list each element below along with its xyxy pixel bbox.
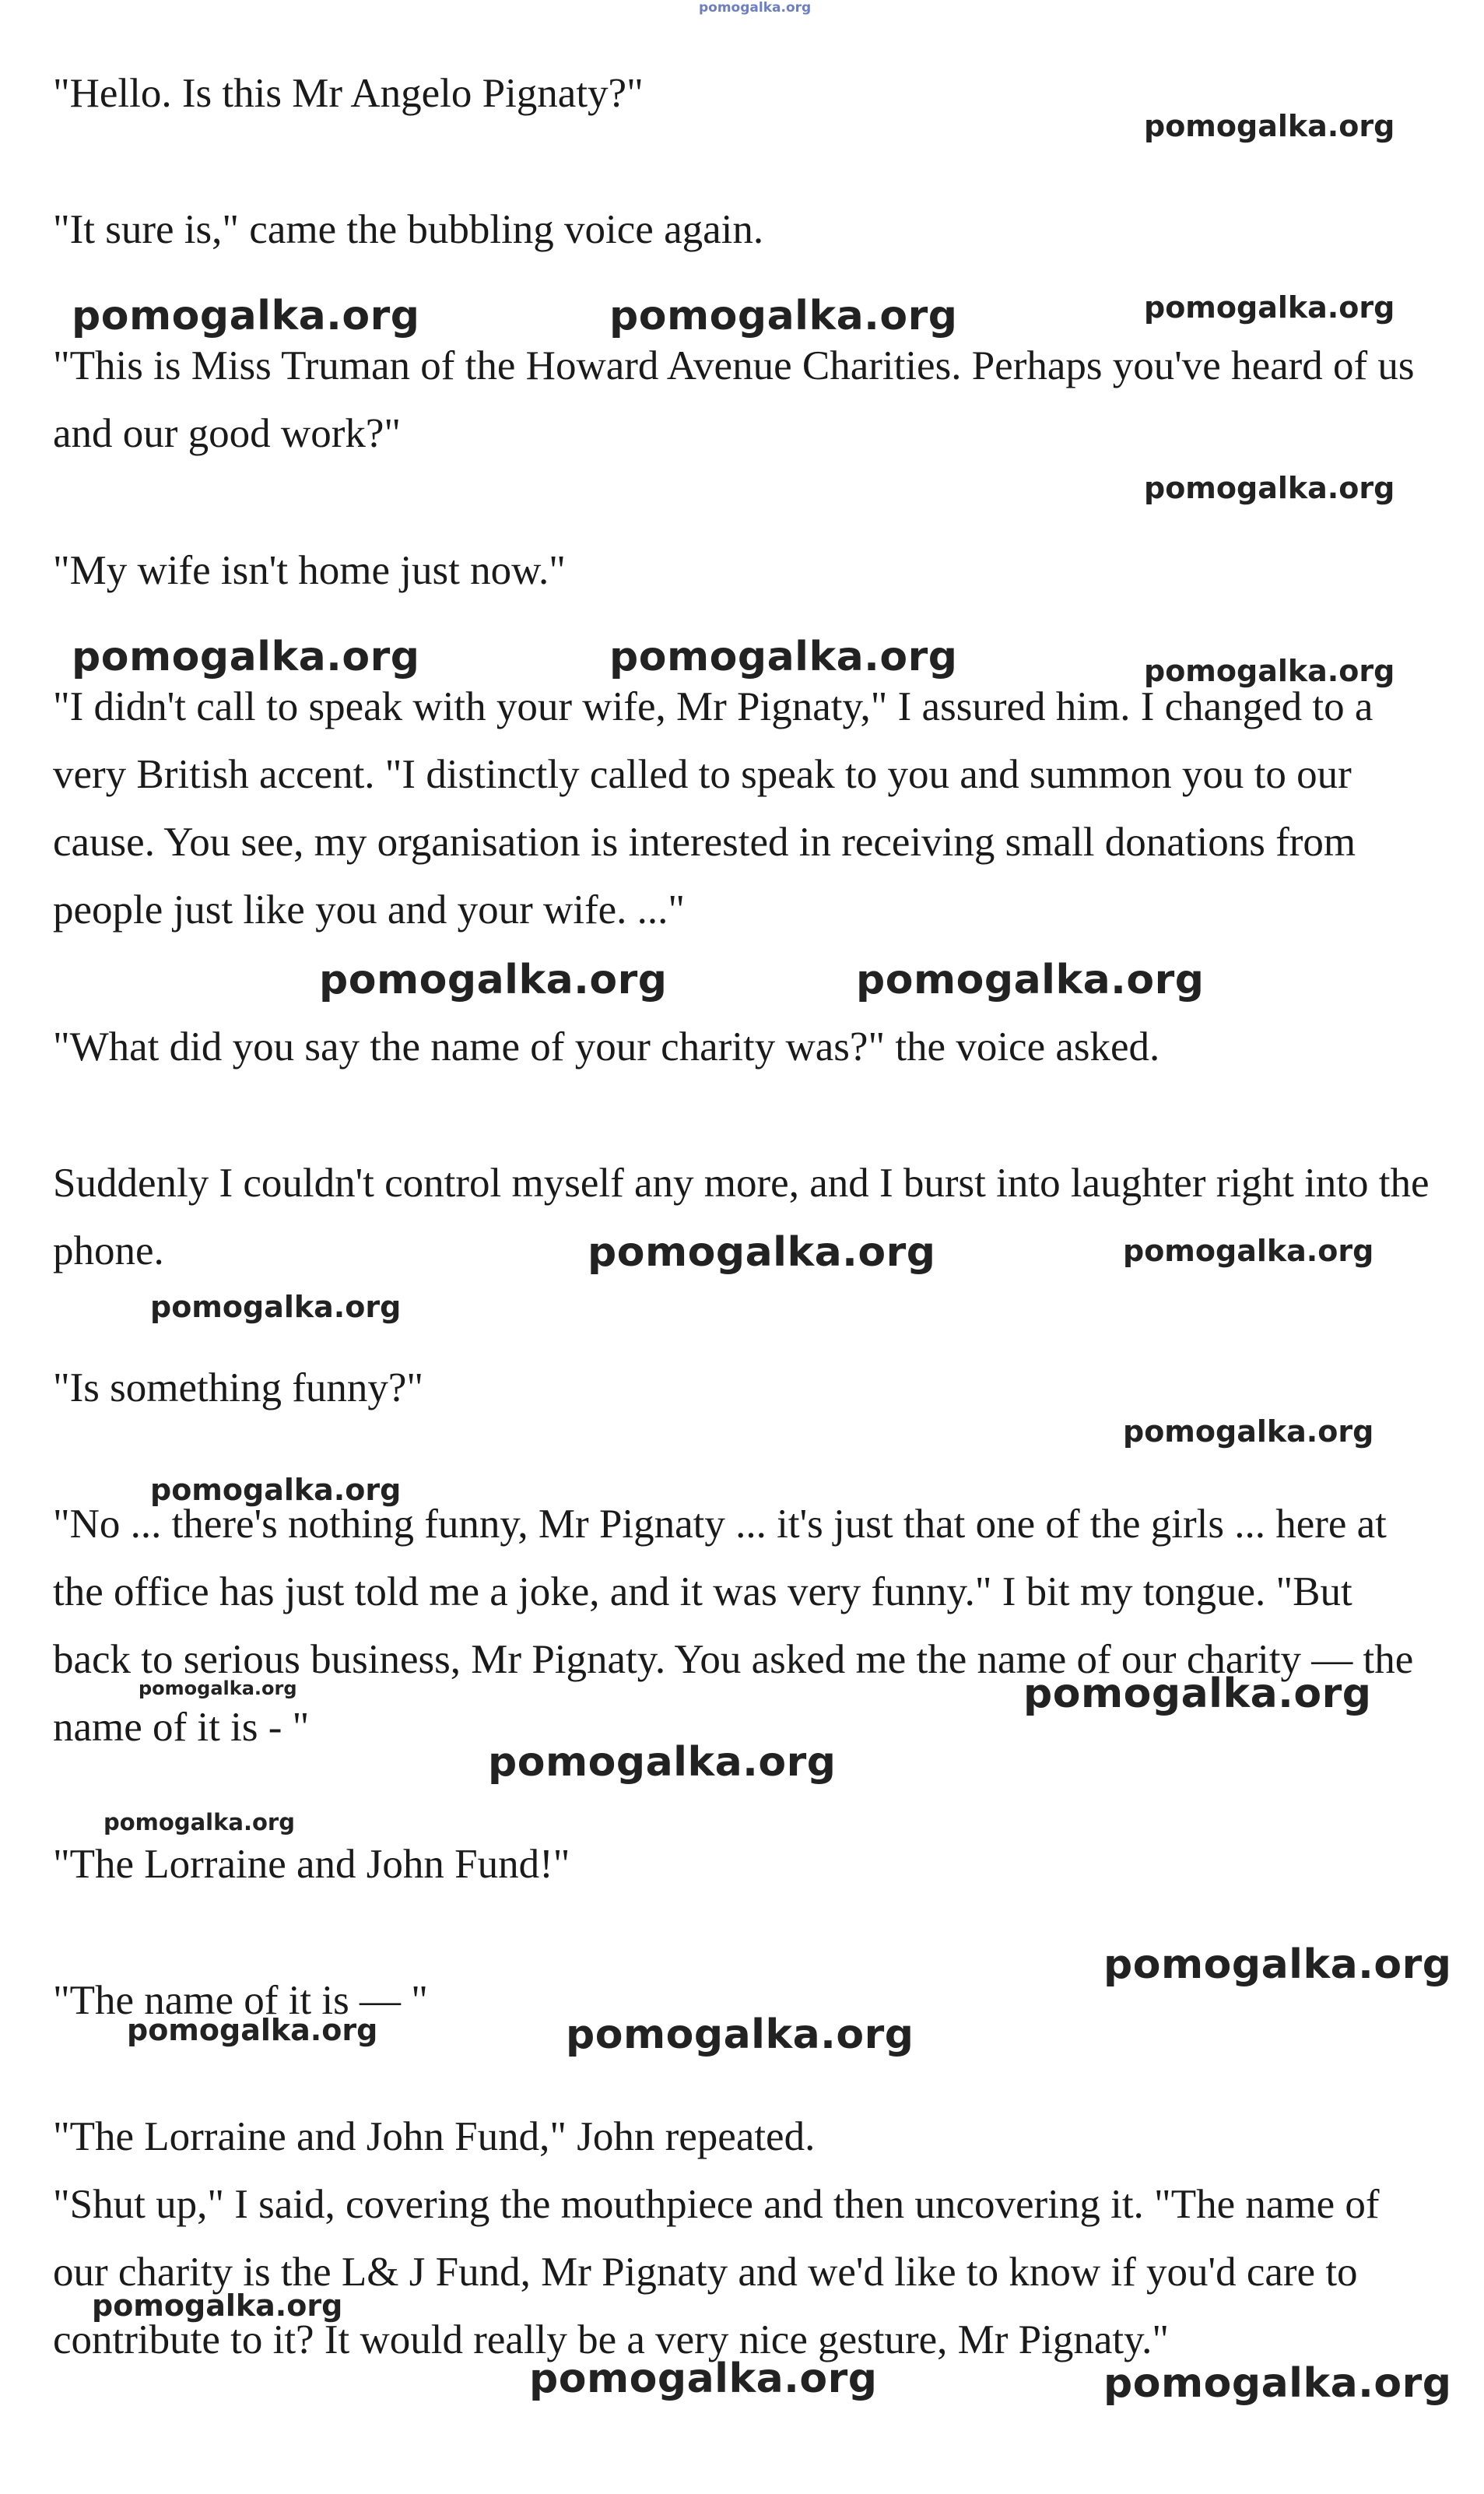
watermark: pomogalka.org xyxy=(1144,471,1395,505)
watermark: pomogalka.org xyxy=(1144,109,1395,143)
watermark: pomogalka.org xyxy=(609,293,958,339)
watermark: pomogalka.org xyxy=(529,2355,878,2402)
paragraph-9: "No ... there's nothing funny, Mr Pignaty ... it's just that one of the girls ... here at the office has just told me a joke, and it was very funny." I bit my tongue. "But back to serious business, Mr Pignaty. You asked me the name of our charity — the name of it is - " xyxy=(53,1502,1414,1750)
watermark: pomogalka.org xyxy=(1103,1941,1452,1988)
top-watermark: pomogalka.org xyxy=(699,0,812,16)
watermark: pomogalka.org xyxy=(1123,1234,1374,1268)
watermark: pomogalka.org xyxy=(1023,1670,1372,1717)
watermark: pomogalka.org xyxy=(72,634,420,680)
watermark: pomogalka.org xyxy=(150,1290,402,1324)
watermark: pomogalka.org xyxy=(103,1809,295,1835)
paragraph-2: "It sure is," came the bubbling voice again. xyxy=(53,207,764,252)
paragraph-7: Suddenly I couldn't control myself any more, and I burst into laughter right into the phone. xyxy=(53,1161,1430,1273)
paragraph-10: "The Lorraine and John Fund!" xyxy=(53,1842,570,1887)
watermark: pomogalka.org xyxy=(139,1677,297,1699)
paragraph-13: "Shut up," I said, covering the mouthpiece and then uncovering it. "The name of our charity is the L& J Fund, Mr Pignaty and we'd like to know if you'd care to contribute to it? It would really be a very nice gesture, Mr Pignaty." xyxy=(53,2182,1380,2362)
paragraph-12: "The Lorraine and John Fund," John repeated. xyxy=(53,2114,816,2159)
watermark: pomogalka.org xyxy=(72,293,420,339)
watermark: pomogalka.org xyxy=(566,2011,914,2058)
paragraph-11: "The name of it is — " xyxy=(53,1978,428,2023)
watermark: pomogalka.org xyxy=(609,634,958,680)
watermark: pomogalka.org xyxy=(1144,290,1395,325)
watermark: pomogalka.org xyxy=(92,2289,343,2323)
paragraph-8: "Is something funny?" xyxy=(53,1365,424,1410)
paragraph-4: "My wife isn't home just now." xyxy=(53,548,566,593)
paragraph-6: "What did you say the name of your charity was?" the voice asked. xyxy=(53,1024,1160,1070)
watermark: pomogalka.org xyxy=(588,1229,936,1276)
watermark: pomogalka.org xyxy=(1123,1414,1374,1449)
watermark: pomogalka.org xyxy=(488,1739,837,1786)
paragraph-5: "I didn't call to speak with your wife, Mr Pignaty," I assured him. I changed to a very British accent. "I distinctly called to speak to you and summon you to our cause. You see, my organisation is interested in receiving small donations from people just like you and your wife. ..." xyxy=(53,684,1373,933)
watermark: pomogalka.org xyxy=(150,1473,402,1507)
paragraph-1: "Hello. Is this Mr Angelo Pignaty?" xyxy=(53,71,644,116)
watermark: pomogalka.org xyxy=(856,957,1205,1003)
paragraph-3: "This is Miss Truman of the Howard Avenue Charities. Perhaps you've heard of us and our good work?" xyxy=(53,343,1415,456)
watermark: pomogalka.org xyxy=(1103,2360,1452,2407)
watermark: pomogalka.org xyxy=(127,2013,378,2047)
watermark: pomogalka.org xyxy=(319,957,668,1003)
watermark: pomogalka.org xyxy=(1144,654,1395,688)
